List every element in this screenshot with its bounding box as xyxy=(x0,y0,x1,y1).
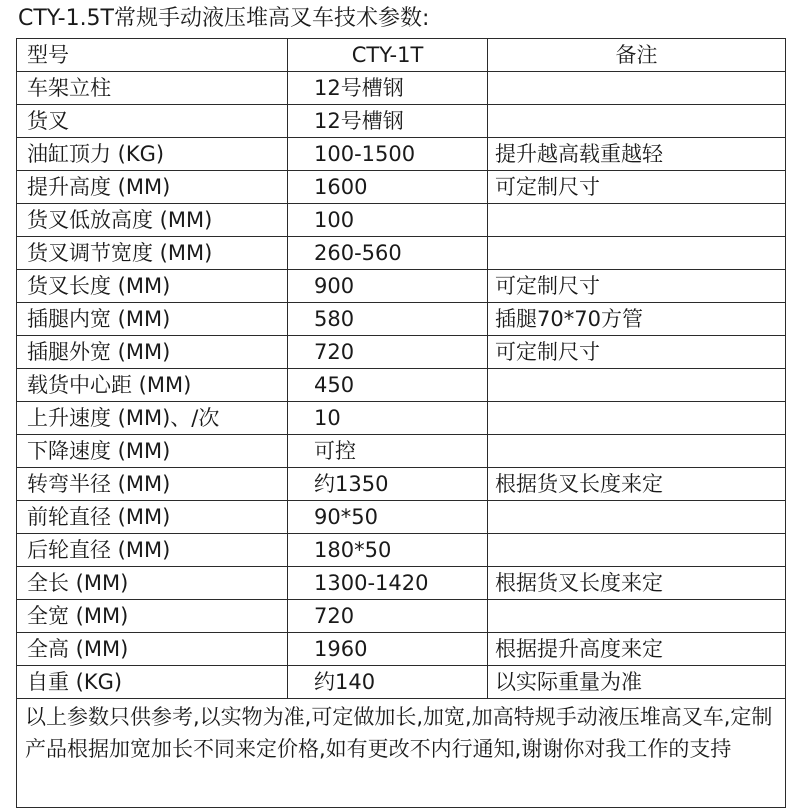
param-value-cell: 1960 xyxy=(288,633,488,666)
table-row xyxy=(17,369,786,402)
param-note-cell xyxy=(488,435,786,468)
table-header-row xyxy=(17,39,786,72)
param-note-cell xyxy=(488,600,786,633)
param-note-cell xyxy=(488,534,786,567)
document-title: CTY-1.5T常规手动液压堆高叉车技术参数: xyxy=(18,6,430,31)
param-value-cell: 100-1500 xyxy=(288,138,488,171)
param-note-cell: 根据提升高度来定 xyxy=(488,633,786,666)
param-name-cell: 货叉低放高度 (MM) xyxy=(17,204,288,237)
param-name-cell: 自重 (KG) xyxy=(17,666,288,699)
param-value-cell: 10 xyxy=(288,402,488,435)
header-value-cell: CTY-1T xyxy=(288,39,488,72)
param-name-cell: 车架立柱 xyxy=(17,72,288,105)
param-value-cell: 90*50 xyxy=(288,501,488,534)
param-note-cell: 可定制尺寸 xyxy=(488,270,786,303)
footer-note: 以上参数只供参考,以实物为准,可定做加长,加宽,加高特规手动液压堆高叉车,定制产品根据加宽加长不同来定价格,如有更改不内行通知,谢谢你对我工作的支持 xyxy=(17,699,786,808)
param-value-cell: 1600 xyxy=(288,171,488,204)
table-row xyxy=(17,402,786,435)
param-note-cell xyxy=(488,369,786,402)
param-note-cell xyxy=(488,237,786,270)
table-row xyxy=(17,171,786,204)
param-note-cell: 根据货叉长度来定 xyxy=(488,468,786,501)
table-row xyxy=(17,105,786,138)
param-name-cell: 全高 (MM) xyxy=(17,633,288,666)
param-note-cell: 可定制尺寸 xyxy=(488,336,786,369)
param-value-cell: 约1350 xyxy=(288,468,488,501)
param-name-cell: 全长 (MM) xyxy=(17,567,288,600)
param-value-cell: 100 xyxy=(288,204,488,237)
table-row xyxy=(17,138,786,171)
param-name-cell: 转弯半径 (MM) xyxy=(17,468,288,501)
param-value-cell: 12号槽钢 xyxy=(288,72,488,105)
param-note-cell: 以实际重量为准 xyxy=(488,666,786,699)
param-name-cell: 货叉 xyxy=(17,105,288,138)
param-value-cell: 12号槽钢 xyxy=(288,105,488,138)
table-row xyxy=(17,435,786,468)
param-name-cell: 载货中心距 (MM) xyxy=(17,369,288,402)
param-value-cell: 720 xyxy=(288,336,488,369)
spec-table xyxy=(16,38,786,808)
param-name-cell: 货叉调节宽度 (MM) xyxy=(17,237,288,270)
param-note-cell xyxy=(488,72,786,105)
table-row xyxy=(17,270,786,303)
param-note-cell xyxy=(488,402,786,435)
param-note-cell xyxy=(488,204,786,237)
param-name-cell: 后轮直径 (MM) xyxy=(17,534,288,567)
param-note-cell: 插腿70*70方管 xyxy=(488,303,786,336)
param-name-cell: 货叉长度 (MM) xyxy=(17,270,288,303)
table-row xyxy=(17,567,786,600)
param-name-cell: 上升速度 (MM)、/次 xyxy=(17,402,288,435)
param-name-cell: 插腿外宽 (MM) xyxy=(17,336,288,369)
table-row xyxy=(17,336,786,369)
param-value-cell: 720 xyxy=(288,600,488,633)
param-name-cell: 油缸顶力 (KG) xyxy=(17,138,288,171)
param-value-cell: 580 xyxy=(288,303,488,336)
param-note-cell xyxy=(488,501,786,534)
param-name-cell: 前轮直径 (MM) xyxy=(17,501,288,534)
table-row xyxy=(17,204,786,237)
table-row xyxy=(17,72,786,105)
spec-table-body xyxy=(17,39,786,808)
table-row xyxy=(17,237,786,270)
param-note-cell: 提升越高载重越轻 xyxy=(488,138,786,171)
param-name-cell: 插腿内宽 (MM) xyxy=(17,303,288,336)
footer-row xyxy=(17,699,786,808)
param-name-cell: 下降速度 (MM) xyxy=(17,435,288,468)
param-name-cell: 提升高度 (MM) xyxy=(17,171,288,204)
param-note-cell: 根据货叉长度来定 xyxy=(488,567,786,600)
table-row xyxy=(17,633,786,666)
param-value-cell: 1300-1420 xyxy=(288,567,488,600)
param-name-cell: 全宽 (MM) xyxy=(17,600,288,633)
param-value-cell: 可控 xyxy=(288,435,488,468)
header-item-cell: 型号 xyxy=(17,39,288,72)
table-row xyxy=(17,600,786,633)
table-row xyxy=(17,501,786,534)
param-value-cell: 260-560 xyxy=(288,237,488,270)
param-note-cell xyxy=(488,105,786,138)
param-value-cell: 180*50 xyxy=(288,534,488,567)
param-value-cell: 约140 xyxy=(288,666,488,699)
table-row xyxy=(17,666,786,699)
table-row xyxy=(17,303,786,336)
header-note-cell: 备注 xyxy=(488,39,786,72)
table-row xyxy=(17,468,786,501)
param-value-cell: 450 xyxy=(288,369,488,402)
param-note-cell: 可定制尺寸 xyxy=(488,171,786,204)
param-value-cell: 900 xyxy=(288,270,488,303)
table-row xyxy=(17,534,786,567)
